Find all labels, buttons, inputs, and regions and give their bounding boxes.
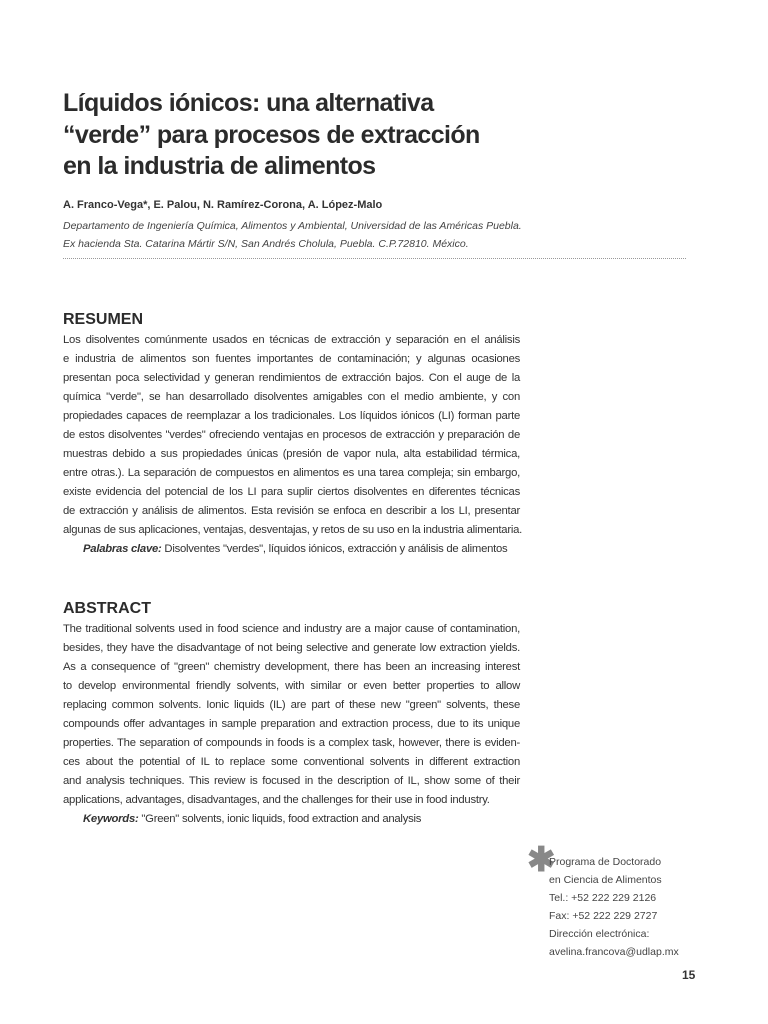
dotted-divider	[63, 258, 686, 259]
text-line: muestras debido a sus propiedades únicas (presión de vapor nula, alta estabilidad térmica,	[63, 448, 520, 460]
page-number: 15	[682, 968, 696, 982]
abstract-heading: ABSTRACT	[63, 600, 151, 617]
text-line: química "verde", se han desarrollado disolventes amigables con el medio ambiente, y con	[63, 391, 520, 403]
text-line: compounds offer advantages in sample preparation and extraction process, due to its unique	[63, 718, 520, 730]
text-line: propiedades capaces de reemplazar a los tradicionales. Los líquidos iónicos (LI) forman parte	[63, 410, 520, 422]
text-line: besides, they have the disadvantage of not being selective and generate low extraction yields.	[63, 642, 520, 654]
keywords-text: "Green" solvents, ionic liquids, food extraction and analysis	[138, 813, 422, 825]
text-line: e industria de alimentos son fuentes importantes de contaminación; y algunas ocasiones	[63, 353, 520, 365]
keywords-label: Palabras clave:	[83, 543, 162, 555]
text-line: and analysis techniques. This review is focused in the description of IL, show some of their	[63, 775, 520, 787]
keywords	[63, 810, 520, 829]
keywords	[63, 540, 520, 559]
text-line: Los disolventes comúnmente usados en técnicas de extracción y separación en el análisis	[63, 334, 520, 346]
text-line: to develop environmental friendly solvents, with similar or even better properties to allow	[63, 680, 520, 692]
text-line: existe evidencia del potencial de los LI para suplir ciertos disolventes en diferentes técnicas	[63, 486, 520, 498]
contact-line: en Ciencia de Alimentos	[549, 874, 662, 886]
text-line: de estos disolventes "verdes" ofreciendo ventajas en procesos de extracción y preparación de	[63, 429, 520, 441]
contact-line: Tel.: +52 222 229 2126	[549, 892, 657, 904]
abstract-body	[63, 620, 520, 829]
text-line: algunas de sus aplicaciones, ventajas, desventajas, y retos de su uso en la industria alimentaria.	[63, 524, 523, 536]
resumen-heading: RESUMEN	[63, 311, 144, 328]
contact-line: avelina.francova@udlap.mx	[549, 946, 679, 958]
text-line: ces about the potential of IL to replace some conventional solvents in different extraction	[63, 756, 520, 768]
asterisk-icon: ✱	[527, 841, 556, 879]
contact-info	[549, 853, 679, 961]
text-line: de extracción y análisis de alimentos. Esta revisión se enfoca en describir a los LI, presentar	[63, 505, 520, 517]
affiliation-line: Departamento de Ingeniería Química, Alimentos y Ambiental, Universidad de las Américas Puebla.	[63, 220, 522, 232]
article-title	[63, 88, 703, 183]
affiliation-line: Ex hacienda Sta. Catarina Mártir S/N, San Andrés Cholula, Puebla. C.P.72810. México.	[63, 238, 469, 250]
contact-line: Fax: +52 222 229 2727	[549, 910, 658, 922]
title-line: en la industria de alimentos	[63, 152, 376, 180]
title-line: “verde” para procesos de extracción	[63, 120, 480, 149]
text-line: entre otras.). La separación de compuestos en alimentos es una tarea compleja; sin embargo,	[63, 467, 520, 479]
keywords-label: Keywords:	[83, 813, 139, 825]
text-line: As a consequence of "green" chemistry development, there has been an increasing interest	[63, 661, 520, 673]
title-line: Líquidos iónicos: una alternativa	[63, 89, 434, 117]
resumen-body	[63, 331, 523, 559]
contact-line: Programa de Doctorado	[549, 856, 662, 868]
keywords-text: Disolventes "verdes", líquidos iónicos, extracción y análisis de alimentos	[161, 543, 508, 555]
text-line: presentan poca selectividad y generan rendimientos de extracción bajos. Con el auge de la	[63, 372, 520, 384]
authors: A. Franco-Vega*, E. Palou, N. Ramírez-Corona, A. López-Malo	[63, 199, 383, 211]
text-line: applications, advantages, disadvantages, and the challenges for their use in food industry.	[63, 794, 490, 806]
text-line: replacing common solvents. Ionic liquids (IL) are part of these new "green" solvents, these	[63, 699, 520, 711]
affiliation	[63, 217, 522, 253]
text-line: properties. The separation of compounds in foods is a complex task, however, there is eviden-	[63, 737, 520, 749]
text-line: The traditional solvents used in food science and industry are a major cause of contamination,	[63, 623, 520, 635]
contact-line: Dirección electrónica:	[549, 928, 650, 940]
